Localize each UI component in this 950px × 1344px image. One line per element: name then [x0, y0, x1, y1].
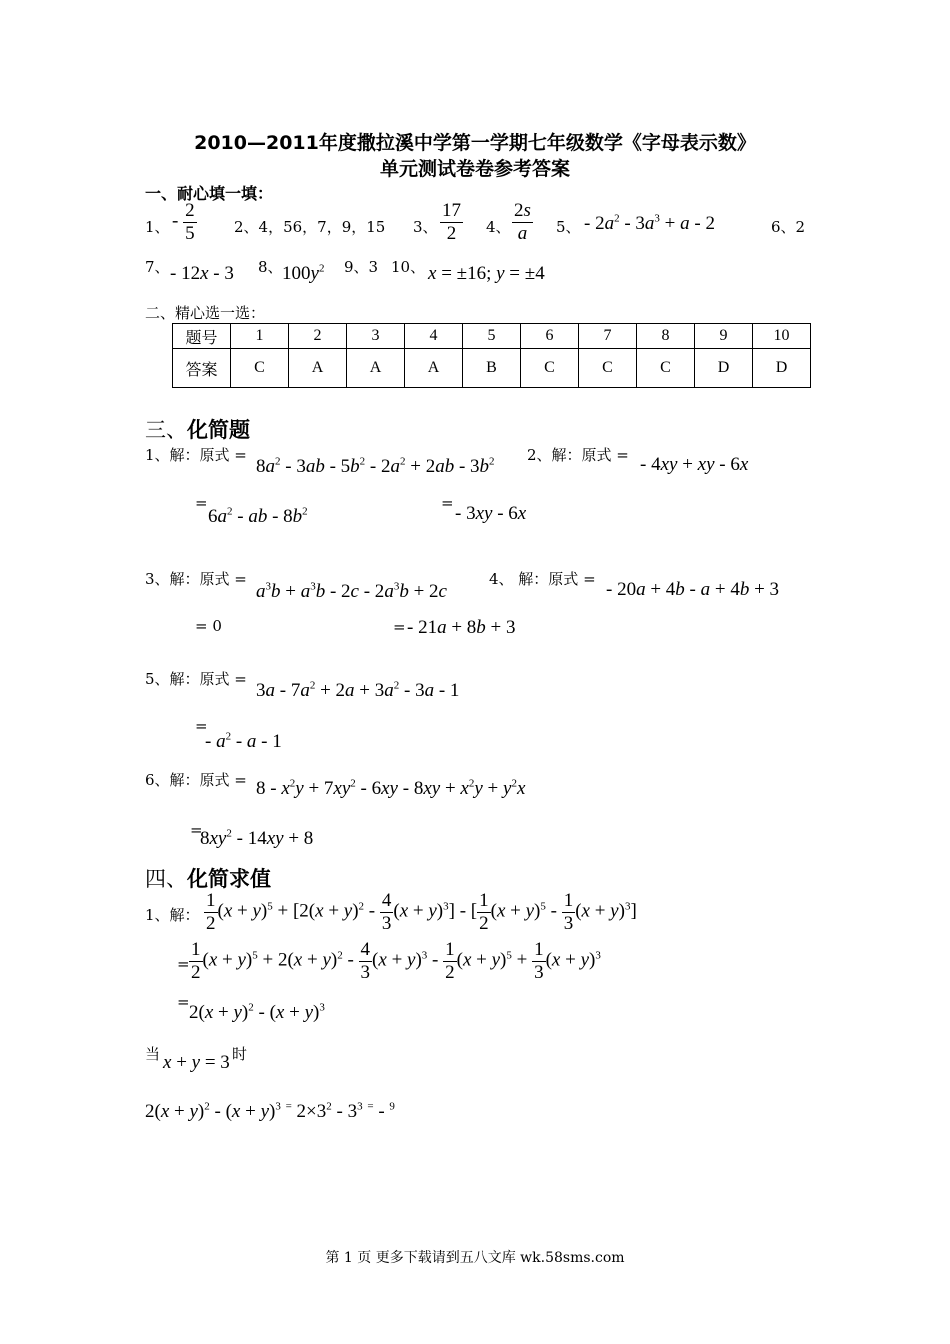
p6-result: $8xy^2 - 14xy + 8$ [200, 827, 314, 849]
q10-answer: x = ±16; y = ±4 [428, 263, 545, 284]
p2-label: 2、解：原式 = [527, 446, 629, 464]
p4-result: - 21a + 8b + 3 [407, 617, 516, 638]
q8-label: 8、 [258, 258, 283, 276]
section3-heading [145, 414, 250, 444]
table-cell: 3 [347, 324, 405, 349]
p5-step1: $3a - 7a^2 + 2a + 3a^2 - 3a - 1$ [256, 679, 460, 701]
s4-line3: $2(x + y)^2 - (x + y)^3$ [189, 1001, 325, 1023]
s4-line2: $\frac{1}{2}$ $(x + y)^5 + 2(x + y)^2$ - $\frac{4}{3}$ $(x + y)^3$ - $\frac{1}{2}$ $(x + y)^5$ + $\frac{1}{3}$ $(x + y)^3$ [191, 939, 601, 983]
p3-result: = 0 [195, 617, 222, 635]
q4-answer: $\frac{2s}{a}$ [514, 200, 531, 244]
page-footer: 第 1 页 更多下载请到五八文库 wk.58sms.com [325, 1250, 625, 1266]
p2-result: - 3xy - 6x [455, 503, 527, 524]
p2-equals: = [441, 494, 454, 512]
s4-when: 当 [145, 1045, 161, 1063]
table-cell: 2 [289, 324, 347, 349]
p3-step1: $a^3b + a^3b - 2c - 2a^3b + 2c$ [256, 580, 447, 602]
q7-answer: - 12x - 3 [170, 263, 234, 284]
s4-line1: $\frac{1}{2}$ $(x + y)^5 + [2(x + y)^2$ - $\frac{4}{3}$ $(x + y)^3$] - [ $\frac{1}{2}$ $(x + y)^5$ - $\frac{1}{3}$ $(x + y)^3$] [206, 890, 637, 934]
p5-label: 5、解：原式 = [145, 670, 247, 688]
p6-equals: = [190, 821, 203, 839]
p1-result: $6a^2$ - ab - $8b^2$ [208, 505, 308, 527]
q6-answer: 6、2 [771, 218, 806, 236]
section4-title: 化简求值 [187, 867, 271, 891]
table-cell: C [637, 349, 695, 388]
table-cell: 10 [753, 324, 811, 349]
s4-final: $2(x + y)^2 - (x + y)^3$ = $2\times 3^2 - 3^3$ = - $^9$ [145, 1100, 395, 1122]
q4-label: 4、 [486, 218, 511, 236]
p5-result: - $a^2$ - a - 1 [205, 730, 282, 752]
q10-label: 10、 [391, 258, 426, 276]
section1-heading: 一、耐心填一填： [145, 184, 274, 203]
table-cell: C [231, 349, 289, 388]
p4-equals: = [393, 618, 406, 636]
table-cell: D [753, 349, 811, 388]
table-cell: 6 [521, 324, 579, 349]
table-cell: A [347, 349, 405, 388]
table-header-label: 题号 [173, 324, 231, 349]
p6-step1: $8 - x^2y + 7xy^2 - 6xy - 8xy + x^2y + y^2x$ [256, 777, 526, 799]
s4-shi: 时 [232, 1045, 248, 1063]
p1-label: 1、解：原式 = [145, 446, 247, 464]
q3-answer: $\frac{17}{2}$ [442, 200, 461, 244]
table-cell: 5 [463, 324, 521, 349]
section4-prefix: 四、 [145, 867, 187, 891]
table-cell: 1 [231, 324, 289, 349]
p6-label: 6、解：原式 = [145, 771, 247, 789]
s4-equals-1: = [177, 955, 190, 973]
table-cell: 8 [637, 324, 695, 349]
s4-equals-2: = [177, 993, 190, 1011]
p3-label: 3、解：原式 = [145, 570, 247, 588]
s4-p1-label: 1、解： [145, 906, 200, 924]
p4-label: 4、 解：原式 = [489, 570, 596, 588]
table-answer-label: 答案 [173, 349, 231, 388]
section4-heading [145, 863, 271, 893]
q1-answer: - $\frac{2}{5}$ [172, 200, 195, 244]
table-cell: A [405, 349, 463, 388]
page-title-line2: 单元测试卷卷参考答案 [379, 158, 570, 180]
section2-heading: 二、精心选一选： [145, 304, 266, 322]
answer-table [172, 323, 811, 388]
table-cell: A [289, 349, 347, 388]
q2-answer: 2、4，56，7，9，15 [234, 218, 386, 236]
section3-prefix: 三、 [145, 418, 187, 442]
table-cell: 4 [405, 324, 463, 349]
p4-step1: - 20a + 4b - a + 4b + 3 [606, 579, 780, 600]
p5-equals: = [195, 717, 208, 735]
table-cell: D [695, 349, 753, 388]
q1-label: 1、 [145, 218, 170, 236]
table-cell: B [463, 349, 521, 388]
p1-step1: $8a^2 - 3ab - 5b^2 - 2a^2 + 2ab - 3b^2$ [256, 455, 495, 477]
q7-label: 7、 [145, 258, 170, 276]
q9-answer: 9、3 [344, 258, 379, 276]
table-cell: 9 [695, 324, 753, 349]
table-cell: C [579, 349, 637, 388]
table-cell: 7 [579, 324, 637, 349]
table-cell: C [521, 349, 579, 388]
p1-equals: = [195, 494, 208, 512]
s4-condition: x + y = 3 [163, 1052, 230, 1073]
p2-step1: - 4xy + xy - 6x [640, 454, 749, 475]
page-title-line1: 2010—2011年度撒拉溪中学第一学期七年级数学《字母表示数》 [194, 132, 756, 154]
q3-label: 3、 [413, 218, 438, 236]
section3-title: 化简题 [187, 418, 250, 442]
q8-answer: $100y^2$ [282, 262, 325, 284]
q5-answer: - $2a^2 - 3a^3 + a - 2$ [584, 212, 715, 234]
q5-label: 5、 [556, 218, 581, 236]
